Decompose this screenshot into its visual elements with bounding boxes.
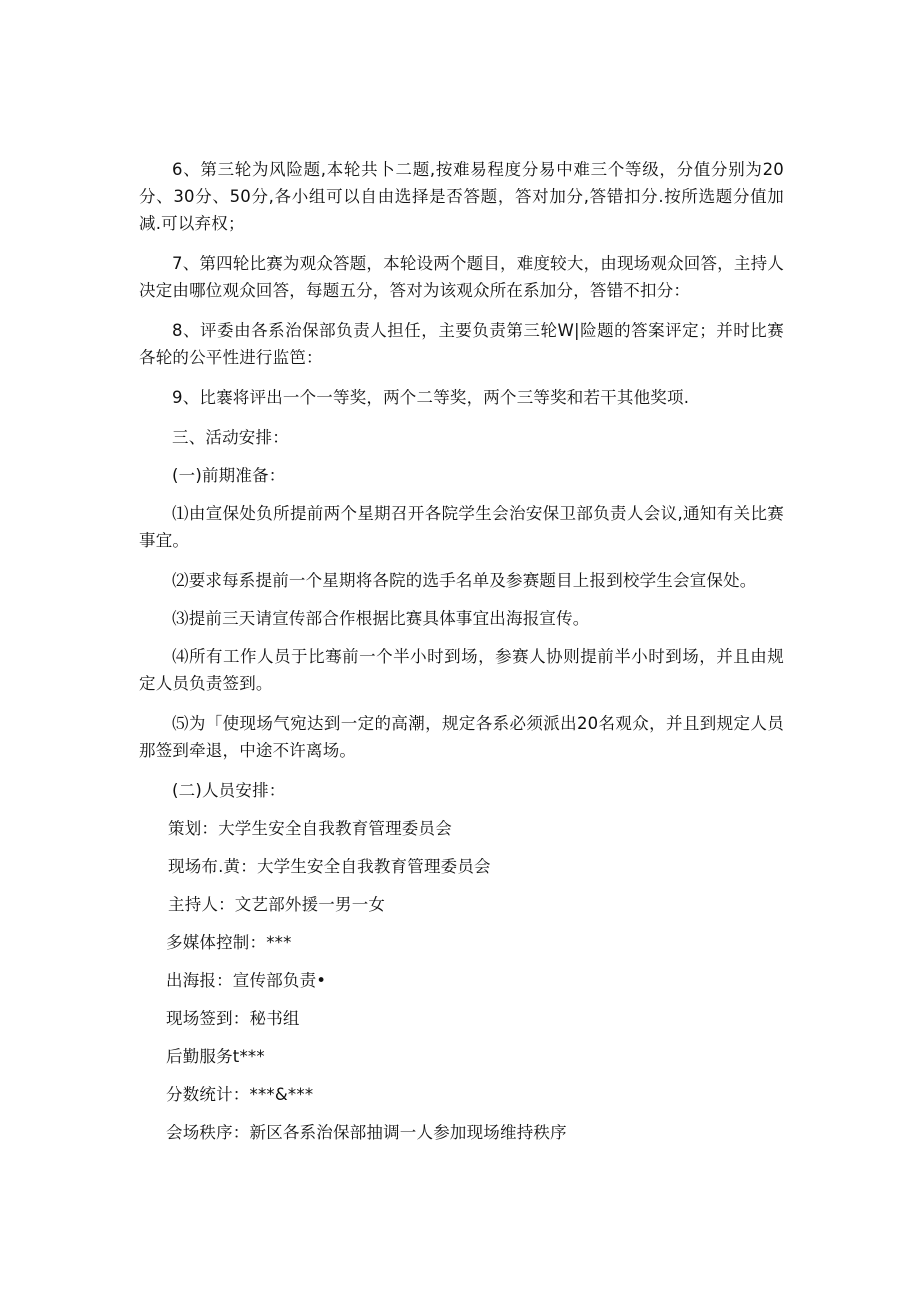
paragraph-round-three: 6、第三轮为风险题,本轮共卜二题,按难易程度分易中难三个等级，分值分别为20分、30分、50分,各小组可以自由选择是否答题，答对加分,答错扣分.按所选题分值加减.可以弃权； — [139, 160, 784, 233]
staff-item-venue: 现场布.黄：大学生安全自我教育管理委员会 — [168, 857, 491, 876]
prep-item-3: ⑶提前三天请宣传部合作根据比赛具体事宜出海报宣传。 — [172, 609, 590, 628]
staff-item-host: 主持人：文艺部外援一男一女 — [168, 895, 386, 914]
document-body — [139, 156, 784, 1157]
prep-item-1: ⑴由宣保处负所提前两个星期召开各院学生会治安保卫部负责人会议,通知有关比赛事宜。 — [139, 504, 784, 550]
staff-item-poster: 出海报：宣传部负责• — [166, 971, 327, 990]
paragraph-awards: 9、比褰将评出一个一等奖，两个二等奖，两个三等奖和若干其他奖项. — [172, 388, 690, 407]
staff-item-planning: 策划：大学生安全自我教育管理委员会 — [168, 819, 452, 838]
section-heading-arrangement: 三、活动安排： — [172, 428, 289, 447]
staff-item-scoring: 分数统计：***&*** — [166, 1085, 314, 1104]
staff-item-logistics: 后勤服务t*** — [166, 1047, 265, 1066]
staff-item-signin: 现场签到：秘书组 — [166, 1009, 300, 1028]
paragraph-round-four: 7、第四轮比赛为观众答题，本轮设两个题目，难度较大，由现场观众回答，主持人决定由哪位观众回答，每题五分，答对为该观众所在系加分，答错不扣分： — [139, 254, 784, 300]
subsection-heading-staff: (二)人员安排： — [172, 781, 286, 800]
prep-item-2: ⑵要求每系提前一个星期将各院的选手名单及参赛题目上报到校学生会宣保处。 — [172, 571, 757, 590]
staff-list — [139, 815, 784, 1146]
subsection-heading-preparation: (一)前期准备： — [172, 466, 286, 485]
staff-item-multimedia: 多媒体控制：*** — [166, 933, 292, 952]
staff-item-order: 会场秩序：新区各系治保部抽调一人参加现场维持秩序 — [166, 1123, 567, 1142]
paragraph-judges: 8、评委由各系治保部负责人担任，主要负责第三轮W|险题的答案评定；并时比赛各轮的公平性进行监笆： — [139, 321, 784, 367]
prep-item-5: ⑸为「使现场气宛达到一定的高潮，规定各系必须派出20名观众，并且到规定人员那签到牵退，中途不许离场。 — [139, 714, 784, 760]
prep-item-4: ⑷所有工作人员于比骞前一个半小时到场，参赛人协则提前半小时到场，并且由规定人员负责签到。 — [139, 647, 784, 693]
